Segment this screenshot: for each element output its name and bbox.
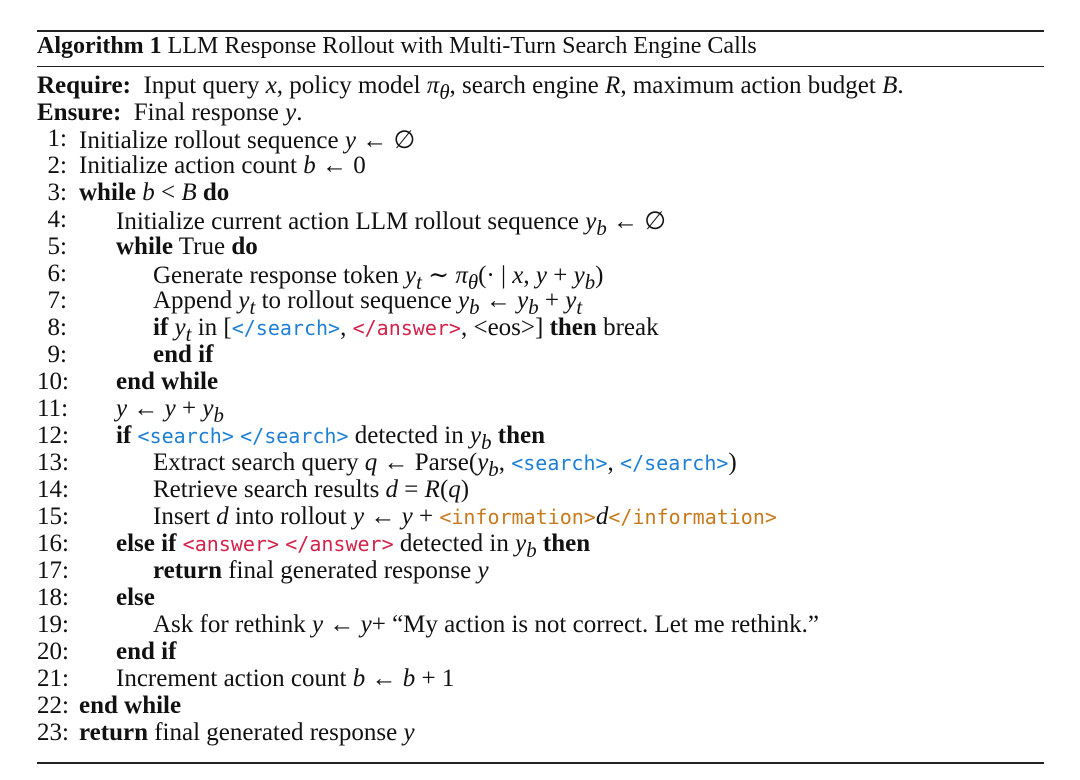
line-number: 22: — [37, 692, 69, 719]
line-code: end if — [116, 638, 177, 665]
ensure-line — [37, 99, 303, 127]
line-number: 7: — [47, 287, 67, 314]
line-number: 6: — [47, 260, 67, 287]
line-number: 5: — [47, 233, 67, 260]
top-rule — [37, 30, 1044, 32]
require-text: Input query x, policy model $\pi_\theta$, search engine R, maximum action budget B. — [143, 72, 904, 104]
line-code: return final generated response y — [79, 719, 415, 746]
line-number: 10: — [37, 368, 69, 395]
algorithm-title-text: LLM Response Rollout with Multi-Turn Search Engine Calls — [167, 33, 757, 59]
line-code: Generate response token $y_t$ ∼ $\pi_\theta(\cdot$ | x, $y + y_b$) — [153, 262, 604, 294]
line-code: Extract search query q ← $Parse(y_b$, <search>, </search>) — [153, 449, 737, 481]
algorithm-box — [37, 0, 1044, 780]
line-code: Initialize current action LLM rollout sequence $y_b$ ← ∅ — [116, 208, 667, 240]
line-number: 15: — [37, 503, 69, 530]
line-code: while True do — [116, 233, 258, 260]
line-number: 17: — [37, 557, 69, 584]
line-number: 23: — [37, 719, 69, 746]
line-number: 9: — [47, 341, 67, 368]
line-number: 1: — [47, 125, 67, 152]
line-code: Initialize action count b ← 0 — [79, 152, 366, 179]
line-number: 13: — [37, 449, 69, 476]
line-code: Append $y_t$ to rollout sequence $y_b$ ← $y_b + y_t$ — [153, 287, 583, 319]
algorithm-title — [37, 33, 757, 60]
require-label: Require: — [37, 72, 131, 99]
line-code: while b < B do — [79, 179, 230, 206]
line-number: 11: — [37, 395, 69, 422]
line-code: end while — [116, 368, 219, 395]
line-code: if $y_t$ in [</search>, </answer>, <eos>] then break — [153, 314, 659, 346]
line-number: 18: — [37, 584, 69, 611]
algorithm-label: Algorithm 1 — [37, 33, 162, 59]
line-code: Increment action count b ← b + 1 — [116, 665, 455, 692]
line-code: Insert d into rollout y ← y + <information>d</information> — [153, 503, 777, 530]
line-code: y ← $y + y_b$ — [116, 395, 224, 427]
line-number: 8: — [47, 314, 67, 341]
line-code: Ask for rethink y ← y+ “My action is not correct. Let me rethink.” — [153, 611, 819, 638]
line-number: 16: — [37, 530, 69, 557]
line-number: 2: — [47, 152, 67, 179]
line-code: else if <answer> </answer> detected in $y_b$ then — [116, 530, 591, 562]
line-code: return final generated response y — [153, 557, 489, 584]
line-number: 12: — [37, 422, 69, 449]
line-code: Retrieve search results d = R(q) — [153, 476, 470, 503]
line-code: end if — [153, 341, 214, 368]
line-number: 3: — [47, 179, 67, 206]
title-rule — [37, 66, 1044, 67]
line-code: if <search> </search> detected in $y_b$ then — [116, 422, 545, 454]
line-code: Initialize rollout sequence y ← ∅ — [79, 127, 416, 154]
ensure-text: Final response y. — [133, 99, 303, 126]
line-number: 20: — [37, 638, 69, 665]
line-number: 4: — [47, 206, 67, 233]
line-number: 21: — [37, 665, 69, 692]
line-number: 14: — [37, 476, 69, 503]
line-number: 19: — [37, 611, 69, 638]
line-code: end while — [79, 692, 182, 719]
line-code: else — [116, 584, 155, 611]
ensure-label: Ensure: — [37, 99, 122, 126]
bottom-rule — [37, 762, 1044, 764]
